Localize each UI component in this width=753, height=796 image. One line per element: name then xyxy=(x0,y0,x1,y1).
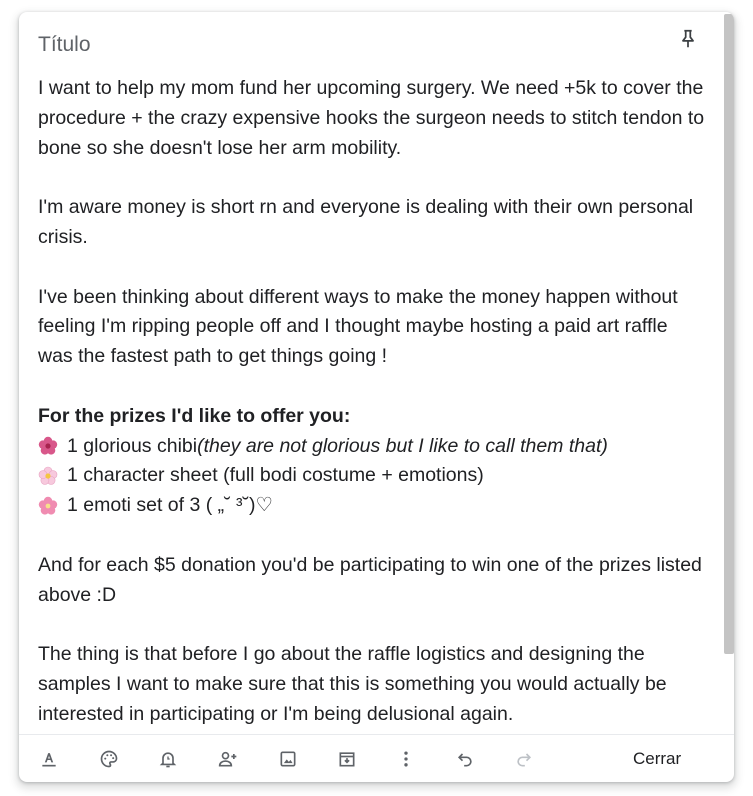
prize-item xyxy=(38,461,706,491)
note-paragraph: I'm aware money is short rn and everyone is dealing with their own personal crisis. xyxy=(38,196,694,248)
note-title-field[interactable]: Título xyxy=(38,33,91,56)
prize-item xyxy=(38,491,706,521)
redo-icon[interactable] xyxy=(512,747,536,771)
hibiscus-icon xyxy=(38,436,58,456)
blossom-icon xyxy=(38,466,58,486)
note-toolbar xyxy=(19,734,734,782)
note-paragraph: And for each $5 donation you'd be participating to win one of the prizes listed above :D xyxy=(38,553,702,606)
note-paragraph: I want to help my mom fund her upcoming surgery. We need +5k to cover the procedure + the crazy expensive hooks the surgeon needs to stitch tendon to bone so she doesn't lose her arm mobility. xyxy=(38,77,705,159)
scrollbar-thumb[interactable] xyxy=(724,14,734,654)
text-format-icon[interactable] xyxy=(37,747,61,771)
prize-note: (they are not glorious but I like to call them that) xyxy=(197,434,608,457)
more-icon[interactable] xyxy=(394,747,418,771)
reminder-icon[interactable] xyxy=(156,747,180,771)
prize-text: 1 character sheet (full bodi costume + emotions) xyxy=(67,464,484,487)
note-paragraph: I've been thinking about different ways to make the money happen without feeling I'm ripping people off and I thought maybe hosting a paid art raffle was the fastest path to get things going ! xyxy=(38,285,678,368)
undo-icon[interactable] xyxy=(453,747,477,771)
close-button[interactable]: Cerrar xyxy=(633,749,682,768)
prize-text: 1 emoti set of 3 ( „˘ ³˘)♡ xyxy=(67,494,274,517)
note-editor-dialog xyxy=(19,12,734,782)
palette-icon[interactable] xyxy=(97,747,121,771)
note-body[interactable] xyxy=(38,74,706,730)
collaborator-icon[interactable] xyxy=(216,747,240,771)
image-icon[interactable] xyxy=(276,747,300,771)
pin-icon[interactable] xyxy=(675,26,701,52)
prize-text: 1 glorious chibi xyxy=(67,434,198,457)
prizes-heading: For the prizes I'd like to offer you: xyxy=(38,404,351,427)
note-paragraph: The thing is that before I go about the raffle logistics and designing the samples I want to make sure that this is something you would actually be interested in participating or I'm being delusional again. xyxy=(38,643,667,725)
cherry-blossom-icon xyxy=(38,496,58,516)
archive-icon[interactable] xyxy=(335,747,359,771)
prize-item xyxy=(38,432,706,462)
